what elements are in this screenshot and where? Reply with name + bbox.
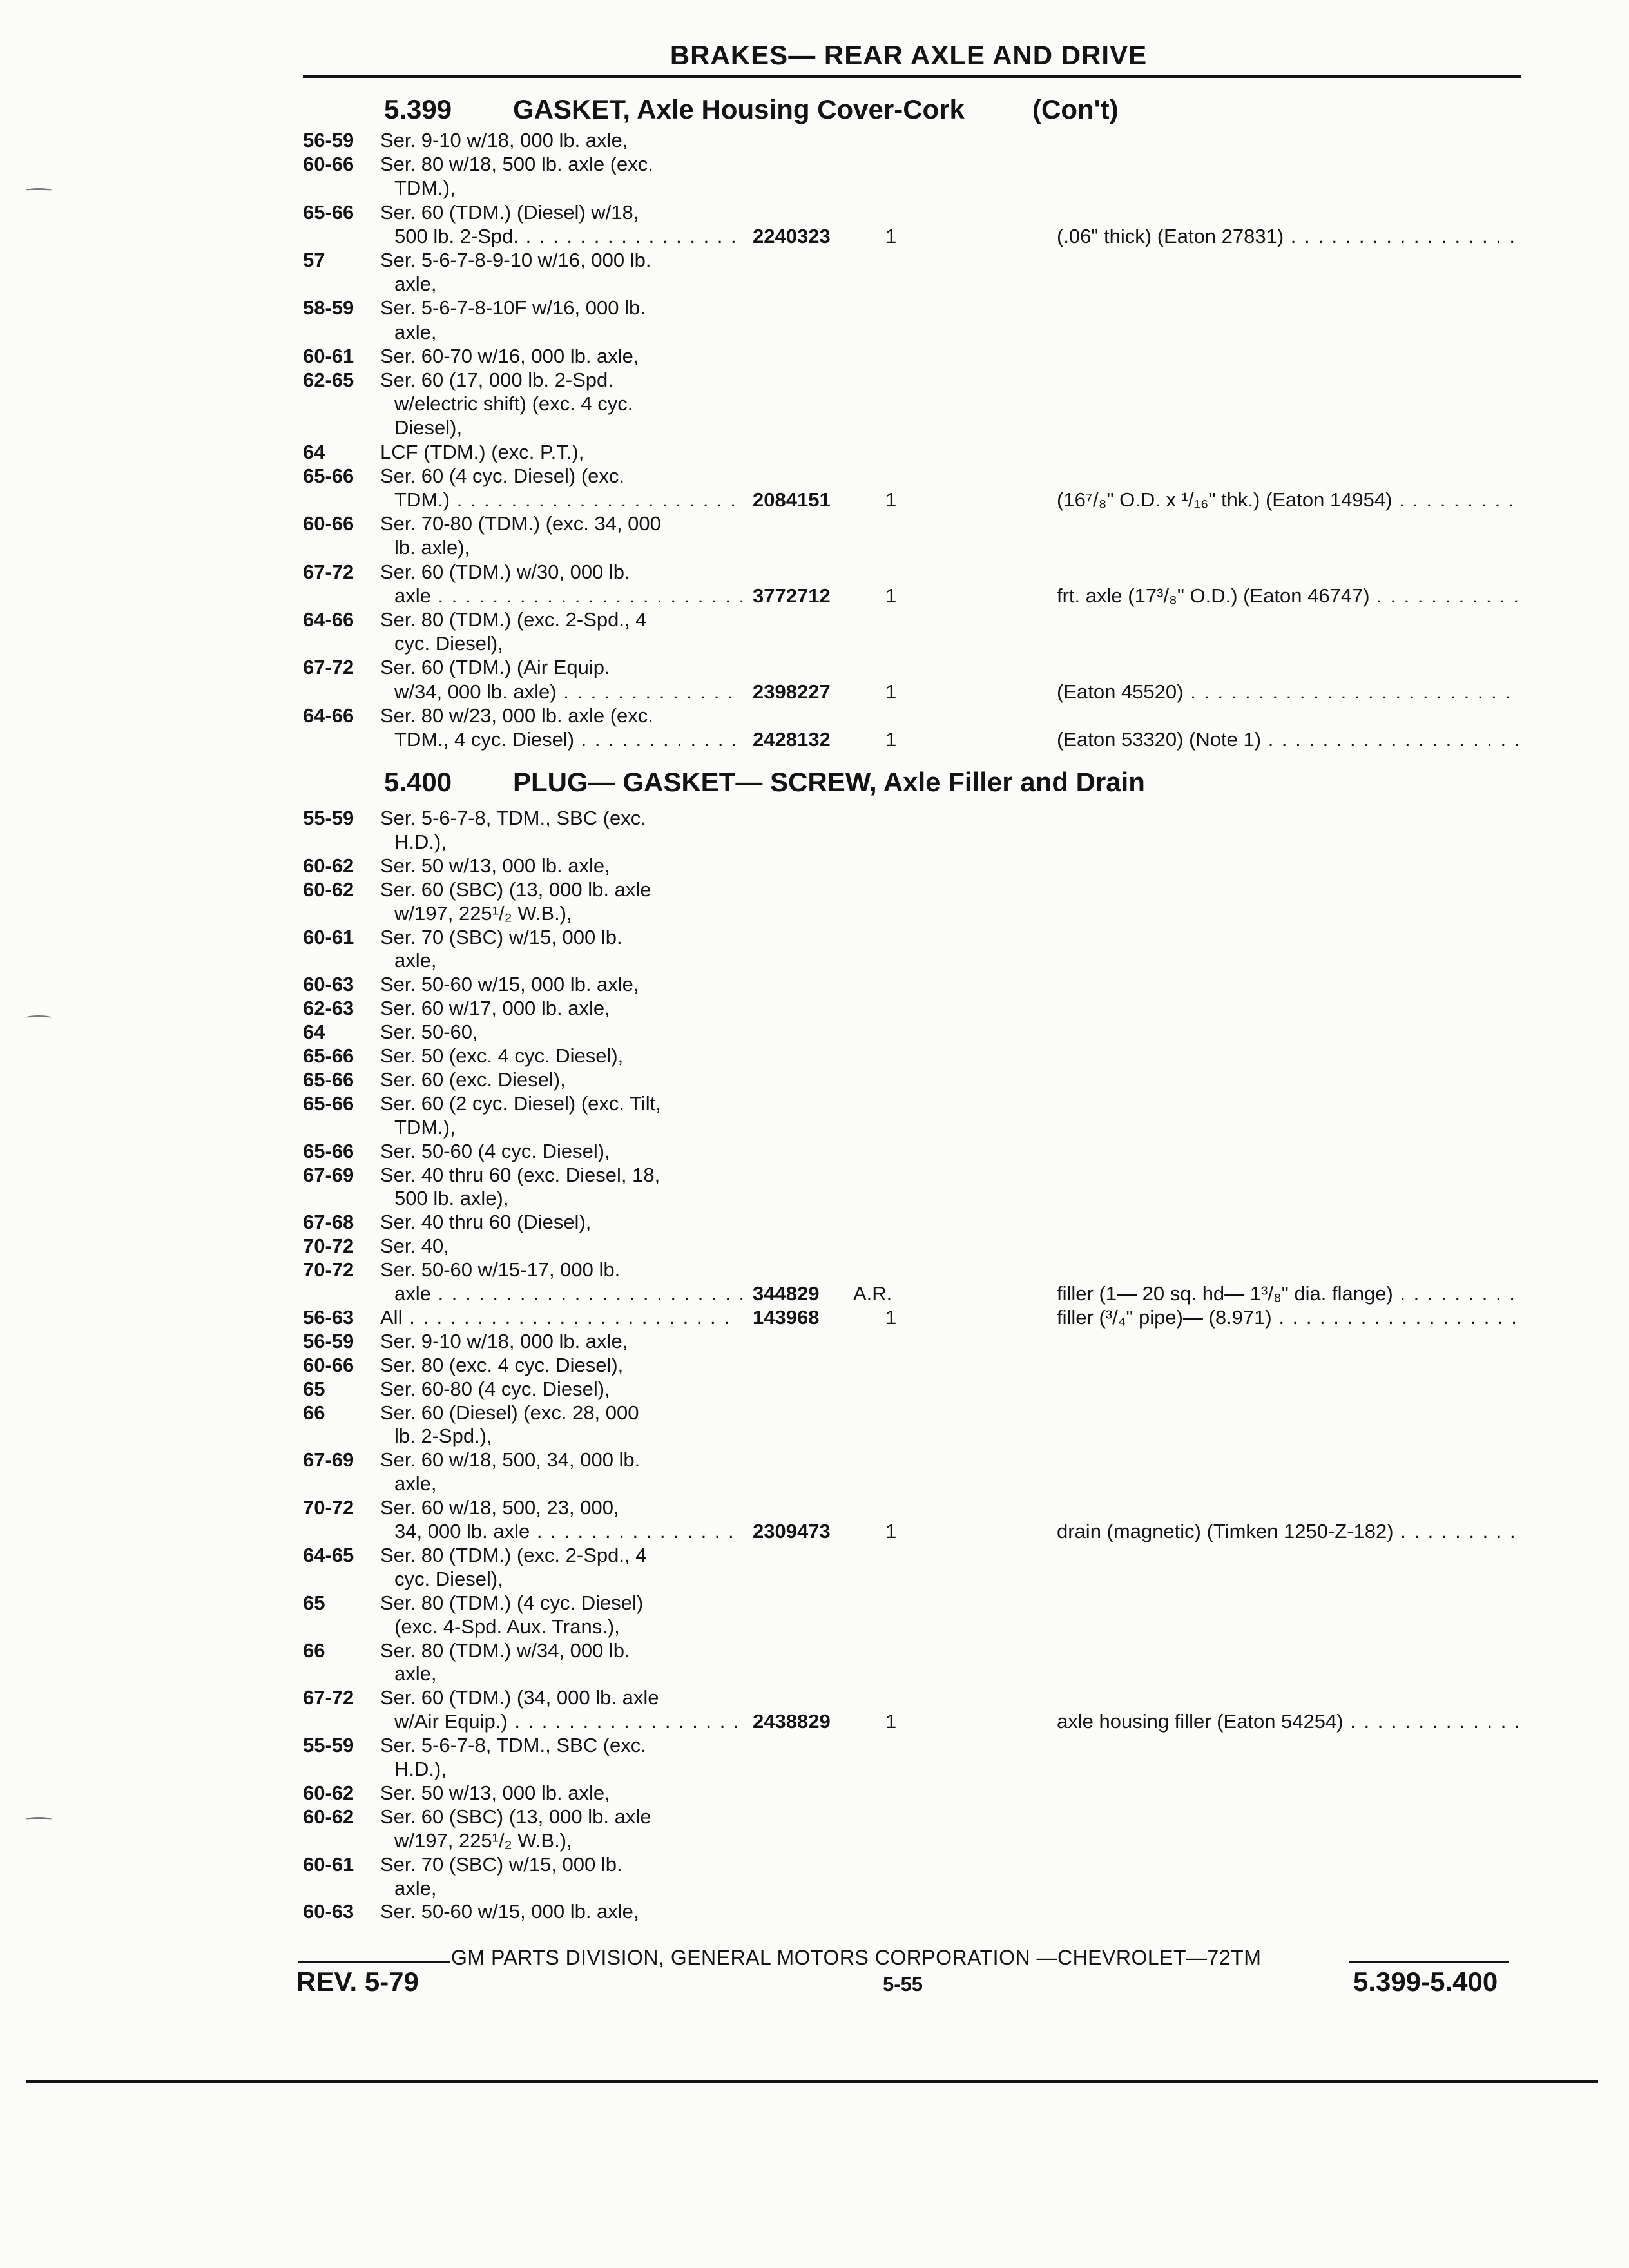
model-years: 58-59 bbox=[303, 296, 354, 320]
application-description: axle, bbox=[394, 949, 437, 972]
application-line bbox=[0, 1235, 1629, 1258]
parts-table-row bbox=[0, 1282, 1629, 1305]
model-years: 64-65 bbox=[303, 1543, 354, 1566]
application-line bbox=[0, 153, 1629, 176]
application-line bbox=[0, 1092, 1629, 1115]
model-years: 67-72 bbox=[303, 560, 354, 583]
application-description: TDM.), bbox=[394, 1115, 456, 1139]
application-description: Ser. 5-6-7-8, TDM., SBC (exc. bbox=[380, 807, 646, 829]
model-years: 65-66 bbox=[303, 1068, 354, 1091]
binder-hole-mark bbox=[26, 1015, 52, 1020]
model-years: 60-66 bbox=[303, 153, 354, 176]
application-description: Ser. 60 w/18, 500, 23, 000, bbox=[380, 1496, 619, 1519]
application-description: Ser. 60-80 (4 cyc. Diesel), bbox=[380, 1377, 610, 1400]
application-description: Ser. 60 (exc. Diesel), bbox=[380, 1068, 566, 1091]
application-description: Ser. 50-60 w/15-17, 000 lb. bbox=[380, 1258, 621, 1282]
application-line bbox=[0, 129, 1629, 152]
quantity: 1 bbox=[885, 1710, 897, 1733]
model-years: 60-61 bbox=[303, 925, 354, 948]
application-line bbox=[0, 902, 1629, 925]
section-number-5399: 5.399 bbox=[384, 94, 452, 124]
application-line bbox=[0, 1116, 1629, 1139]
part-description: filler (³/₄" pipe)— (8.971) . . . bbox=[1057, 1306, 1518, 1329]
page-bottom-rule bbox=[26, 2080, 1598, 2083]
application-line bbox=[0, 1900, 1629, 1923]
application-description: Ser. 5-6-7-8-10F w/16, 000 lb. bbox=[380, 296, 646, 320]
application-description: Ser. 50-60 w/15, 000 lb. axle, bbox=[380, 973, 639, 996]
application-description: TDM., 4 cyc. Diesel) . . . bbox=[394, 728, 742, 751]
section-title-5400: PLUG— GASKET— SCREW, Axle Filler and Drain bbox=[513, 767, 1145, 797]
footer-rule-left bbox=[298, 1961, 450, 1963]
model-years: 62-65 bbox=[303, 369, 354, 391]
model-years: 70-72 bbox=[303, 1235, 354, 1258]
section-number-5400: 5.400 bbox=[384, 767, 452, 797]
model-years: 67-72 bbox=[303, 656, 354, 679]
application-description: Ser. 40, bbox=[380, 1235, 449, 1258]
application-line bbox=[0, 878, 1629, 901]
application-line bbox=[0, 1472, 1629, 1495]
application-description: w/34, 000 lb. axle) . . . bbox=[394, 680, 742, 704]
application-description: (exc. 4-Spd. Aux. Trans.), bbox=[394, 1615, 620, 1638]
application-line bbox=[0, 1734, 1629, 1757]
model-years: 60-63 bbox=[303, 973, 354, 996]
part-number: 2240323 bbox=[753, 224, 831, 247]
application-description: Ser. 60-70 w/16, 000 lb. axle, bbox=[380, 344, 639, 367]
application-description: lb. axle), bbox=[394, 536, 470, 559]
application-line bbox=[0, 1568, 1629, 1591]
quantity: A.R. bbox=[853, 1282, 892, 1305]
application-line bbox=[0, 608, 1629, 631]
application-description: All . . . bbox=[380, 1306, 728, 1329]
application-description: Ser. 60 (Diesel) (exc. 28, 000 bbox=[380, 1401, 639, 1424]
application-line bbox=[0, 1448, 1629, 1472]
application-description: Ser. 60 (2 cyc. Diesel) (exc. Tilt, bbox=[380, 1091, 661, 1115]
application-description: Ser. 50-60 (4 cyc. Diesel), bbox=[380, 1139, 610, 1162]
application-line bbox=[0, 1591, 1629, 1615]
footer-page-number: 5-55 bbox=[883, 1973, 923, 1995]
application-description: Ser. 9-10 w/18, 000 lb. axle, bbox=[380, 1329, 628, 1352]
application-description: axle, bbox=[394, 320, 437, 343]
application-line bbox=[0, 1330, 1629, 1353]
page-header-title: BRAKES— REAR AXLE AND DRIVE bbox=[670, 40, 1148, 70]
application-line bbox=[0, 704, 1629, 727]
application-line bbox=[0, 1662, 1629, 1686]
part-number: 2438829 bbox=[753, 1710, 831, 1733]
application-description: Ser. 50 w/13, 000 lb. axle, bbox=[380, 854, 610, 877]
application-description: Diesel), bbox=[394, 416, 463, 439]
application-description: Ser. 9-10 w/18, 000 lb. axle, bbox=[380, 129, 628, 151]
application-description: 500 lb. 2-Spd. . . . bbox=[394, 225, 742, 248]
model-years: 60-62 bbox=[303, 854, 354, 877]
application-line bbox=[0, 1496, 1629, 1519]
application-description: Ser. 80 (TDM.) (exc. 2-Spd., 4 bbox=[380, 1543, 647, 1566]
application-line bbox=[0, 1378, 1629, 1401]
model-years: 67-69 bbox=[303, 1448, 354, 1472]
application-description: Ser. 60 w/18, 500, 34, 000 lb. bbox=[380, 1448, 641, 1472]
application-line bbox=[0, 1758, 1629, 1781]
model-years: 65-66 bbox=[303, 200, 354, 224]
application-description: lb. 2-Spd.), bbox=[394, 1425, 492, 1448]
quantity: 1 bbox=[885, 488, 897, 511]
application-description: 34, 000 lb. axle . . . bbox=[394, 1520, 742, 1543]
application-line bbox=[0, 392, 1629, 416]
part-description: axle housing filler (Eaton 54254) . . . bbox=[1057, 1710, 1518, 1733]
application-line bbox=[0, 1615, 1629, 1639]
application-line bbox=[0, 1140, 1629, 1163]
application-line bbox=[0, 1021, 1629, 1044]
application-description: Ser. 60 (TDM.) (Diesel) w/18, bbox=[380, 200, 639, 224]
model-years: 60-62 bbox=[303, 1805, 354, 1828]
model-years: 65 bbox=[303, 1591, 325, 1614]
application-description: axle, bbox=[394, 1472, 437, 1495]
application-line bbox=[0, 201, 1629, 224]
footer-company-line: GM PARTS DIVISION, GENERAL MOTORS CORPORATION —CHEVROLET—72TM bbox=[451, 1946, 1262, 1969]
parts-table-row bbox=[0, 225, 1629, 248]
model-years: 55-59 bbox=[303, 1734, 354, 1757]
application-line bbox=[0, 973, 1629, 996]
model-years: 65-66 bbox=[303, 1091, 354, 1115]
application-line bbox=[0, 1686, 1629, 1709]
application-line bbox=[0, 949, 1629, 972]
model-years: 60-62 bbox=[303, 1781, 354, 1804]
application-line bbox=[0, 1639, 1629, 1662]
application-description: cyc. Diesel), bbox=[394, 1567, 503, 1590]
header-rule bbox=[303, 75, 1521, 78]
binder-hole-mark bbox=[26, 1817, 52, 1821]
parts-table-row bbox=[0, 488, 1629, 512]
model-years: 70-72 bbox=[303, 1258, 354, 1282]
application-line bbox=[0, 997, 1629, 1020]
part-description: filler (1— 20 sq. hd— 1³/₈" dia. flange) . . . bbox=[1057, 1282, 1518, 1305]
application-line bbox=[0, 1044, 1629, 1068]
application-line bbox=[0, 1211, 1629, 1234]
application-line bbox=[0, 1877, 1629, 1900]
model-years: 70-72 bbox=[303, 1496, 354, 1519]
part-number: 3772712 bbox=[753, 584, 831, 607]
application-description: Ser. 60 (SBC) (13, 000 lb. axle bbox=[380, 878, 651, 901]
application-description: TDM.), bbox=[394, 177, 456, 200]
application-line bbox=[0, 441, 1629, 464]
application-line bbox=[0, 656, 1629, 679]
application-description: w/197, 225¹/₂ W.B.), bbox=[394, 901, 572, 925]
application-line bbox=[0, 1805, 1629, 1829]
model-years: 60-66 bbox=[303, 512, 354, 535]
model-years: 60-66 bbox=[303, 1353, 354, 1376]
quantity: 1 bbox=[885, 1520, 897, 1542]
application-description: Ser. 50-60 w/15, 000 lb. axle, bbox=[380, 1900, 639, 1923]
application-description: w/197, 225¹/₂ W.B.), bbox=[394, 1829, 572, 1852]
application-line bbox=[0, 854, 1629, 878]
model-years: 56-59 bbox=[303, 129, 354, 151]
model-years: 56-63 bbox=[303, 1305, 354, 1329]
application-line bbox=[0, 1425, 1629, 1448]
application-description: Ser. 80 (TDM.) (4 cyc. Diesel) bbox=[380, 1591, 644, 1614]
application-line bbox=[0, 296, 1629, 320]
application-description: cyc. Diesel), bbox=[394, 632, 503, 655]
application-line bbox=[0, 1068, 1629, 1091]
application-description: w/Air Equip.) . . . bbox=[394, 1710, 742, 1733]
application-description: Ser. 70 (SBC) w/15, 000 lb. bbox=[380, 925, 622, 948]
application-line bbox=[0, 1258, 1629, 1282]
application-line bbox=[0, 1782, 1629, 1805]
application-line bbox=[0, 561, 1629, 584]
application-line bbox=[0, 1401, 1629, 1425]
application-description: Ser. 5-6-7-8-9-10 w/16, 000 lb. bbox=[380, 249, 651, 271]
model-years: 64 bbox=[303, 1021, 325, 1044]
model-years: 56-59 bbox=[303, 1329, 354, 1352]
footer-rule-right bbox=[1349, 1961, 1509, 1963]
application-line bbox=[0, 1829, 1629, 1852]
model-years: 64-66 bbox=[303, 704, 354, 727]
part-description: frt. axle (17³/₈" O.D.) (Eaton 46747) . . . bbox=[1057, 584, 1518, 608]
model-years: 60-61 bbox=[303, 1852, 354, 1876]
application-description: Ser. 60 (TDM.) (34, 000 lb. axle bbox=[380, 1686, 659, 1709]
application-line bbox=[0, 926, 1629, 949]
application-description: Ser. 60 (SBC) (13, 000 lb. axle bbox=[380, 1805, 651, 1828]
application-description: H.D.), bbox=[394, 1758, 447, 1780]
model-years: 67-69 bbox=[303, 1163, 354, 1186]
application-description: w/electric shift) (exc. 4 cyc. bbox=[394, 392, 633, 416]
application-description: axle . . . bbox=[394, 584, 742, 608]
application-description: Ser. 40 thru 60 (exc. Diesel, 18, bbox=[380, 1163, 660, 1186]
model-years: 66 bbox=[303, 1639, 325, 1662]
application-description: axle, bbox=[394, 273, 437, 296]
parts-table-row bbox=[0, 1306, 1629, 1329]
application-line bbox=[0, 1187, 1629, 1210]
application-description: Ser. 60 (TDM.) w/30, 000 lb. bbox=[380, 560, 630, 583]
application-description: axle, bbox=[394, 1662, 437, 1686]
part-number: 2309473 bbox=[753, 1520, 831, 1542]
model-years: 65-66 bbox=[303, 464, 354, 487]
application-description: Ser. 40 thru 60 (Diesel), bbox=[380, 1211, 592, 1234]
part-description: drain (magnetic) (Timken 1250-Z-182) . . . bbox=[1057, 1520, 1518, 1543]
application-description: H.D.), bbox=[394, 830, 447, 853]
model-years: 60-62 bbox=[303, 878, 354, 901]
model-years: 57 bbox=[303, 249, 325, 271]
model-years: 60-61 bbox=[303, 344, 354, 367]
quantity: 1 bbox=[885, 584, 897, 607]
application-line bbox=[0, 345, 1629, 368]
part-description: (Eaton 53320) (Note 1) . . . bbox=[1057, 728, 1518, 751]
application-description: Ser. 50 w/13, 000 lb. axle, bbox=[380, 1781, 610, 1804]
application-line bbox=[0, 416, 1629, 439]
section-title-5399: GASKET, Axle Housing Cover-Cork bbox=[513, 94, 965, 124]
application-description: Ser. 60 (17, 000 lb. 2-Spd. bbox=[380, 369, 613, 391]
application-description: Ser. 80 (exc. 4 cyc. Diesel), bbox=[380, 1353, 624, 1376]
parts-table-row bbox=[0, 728, 1629, 751]
part-description: (.06" thick) (Eaton 27831) . . . bbox=[1057, 225, 1518, 248]
quantity: 1 bbox=[885, 1305, 897, 1329]
application-description: Ser. 50 (exc. 4 cyc. Diesel), bbox=[380, 1044, 624, 1067]
parts-table-row bbox=[0, 1520, 1629, 1543]
model-years: 65 bbox=[303, 1377, 325, 1400]
application-line bbox=[0, 632, 1629, 655]
application-description: TDM.) . . . bbox=[394, 488, 742, 512]
parts-table-row bbox=[0, 680, 1629, 704]
application-description: Ser. 70 (SBC) w/15, 000 lb. bbox=[380, 1852, 622, 1876]
parts-table-row bbox=[0, 1710, 1629, 1733]
application-line bbox=[0, 321, 1629, 344]
application-description: Ser. 80 (TDM.) w/34, 000 lb. bbox=[380, 1639, 630, 1662]
section-continued-label: (Con't) bbox=[1032, 94, 1119, 124]
application-description: axle, bbox=[394, 1876, 437, 1899]
footer-section-range: 5.399-5.400 bbox=[1353, 1966, 1498, 1997]
model-years: 55-59 bbox=[303, 807, 354, 829]
model-years: 66 bbox=[303, 1401, 325, 1424]
model-years: 64-66 bbox=[303, 608, 354, 631]
part-number: 2084151 bbox=[753, 488, 831, 511]
application-line bbox=[0, 465, 1629, 488]
binder-hole-mark bbox=[26, 188, 52, 193]
application-description: Ser. 80 (TDM.) (exc. 2-Spd., 4 bbox=[380, 608, 647, 631]
application-line bbox=[0, 1164, 1629, 1187]
application-description: Ser. 60 (4 cyc. Diesel) (exc. bbox=[380, 464, 625, 487]
application-line bbox=[0, 1354, 1629, 1377]
application-line bbox=[0, 536, 1629, 559]
application-line bbox=[0, 249, 1629, 272]
application-line bbox=[0, 1853, 1629, 1876]
application-line bbox=[0, 1544, 1629, 1567]
model-years: 67-68 bbox=[303, 1211, 354, 1234]
application-line bbox=[0, 831, 1629, 854]
application-line bbox=[0, 273, 1629, 296]
application-line bbox=[0, 177, 1629, 200]
application-line bbox=[0, 512, 1629, 535]
model-years: 60-63 bbox=[303, 1900, 354, 1923]
application-description: Ser. 80 w/18, 500 lb. axle (exc. bbox=[380, 153, 653, 176]
part-description: (16⁷/₈" O.D. x ¹/₁₆" thk.) (Eaton 14954) . . . bbox=[1057, 488, 1518, 512]
part-number: 2398227 bbox=[753, 680, 831, 703]
application-description: Ser. 60 (TDM.) (Air Equip. bbox=[380, 656, 610, 679]
application-line bbox=[0, 807, 1629, 830]
model-years: 65-66 bbox=[303, 1139, 354, 1162]
application-description: LCF (TDM.) (exc. P.T.), bbox=[380, 440, 584, 463]
model-years: 62-63 bbox=[303, 997, 354, 1020]
application-description: Ser. 60 w/17, 000 lb. axle, bbox=[380, 997, 610, 1020]
application-description: axle . . . bbox=[394, 1282, 742, 1305]
application-line bbox=[0, 369, 1629, 392]
part-description: (Eaton 45520) . . . bbox=[1057, 680, 1518, 704]
application-description: Ser. 80 w/23, 000 lb. axle (exc. bbox=[380, 704, 653, 727]
application-description: Ser. 70-80 (TDM.) (exc. 34, 000 bbox=[380, 512, 661, 535]
quantity: 1 bbox=[885, 224, 897, 247]
model-years: 64 bbox=[303, 440, 325, 463]
part-number: 344829 bbox=[753, 1282, 820, 1305]
application-description: 500 lb. axle), bbox=[394, 1187, 509, 1210]
quantity: 1 bbox=[885, 680, 897, 703]
application-description: Ser. 50-60, bbox=[380, 1021, 478, 1044]
parts-table-row bbox=[0, 584, 1629, 608]
model-years: 67-72 bbox=[303, 1686, 354, 1709]
part-number: 143968 bbox=[753, 1305, 820, 1329]
application-description: Ser. 5-6-7-8, TDM., SBC (exc. bbox=[380, 1734, 646, 1757]
quantity: 1 bbox=[885, 728, 897, 751]
part-number: 2428132 bbox=[753, 728, 831, 751]
model-years: 65-66 bbox=[303, 1044, 354, 1067]
footer-revision: REV. 5-79 bbox=[296, 1966, 419, 1997]
